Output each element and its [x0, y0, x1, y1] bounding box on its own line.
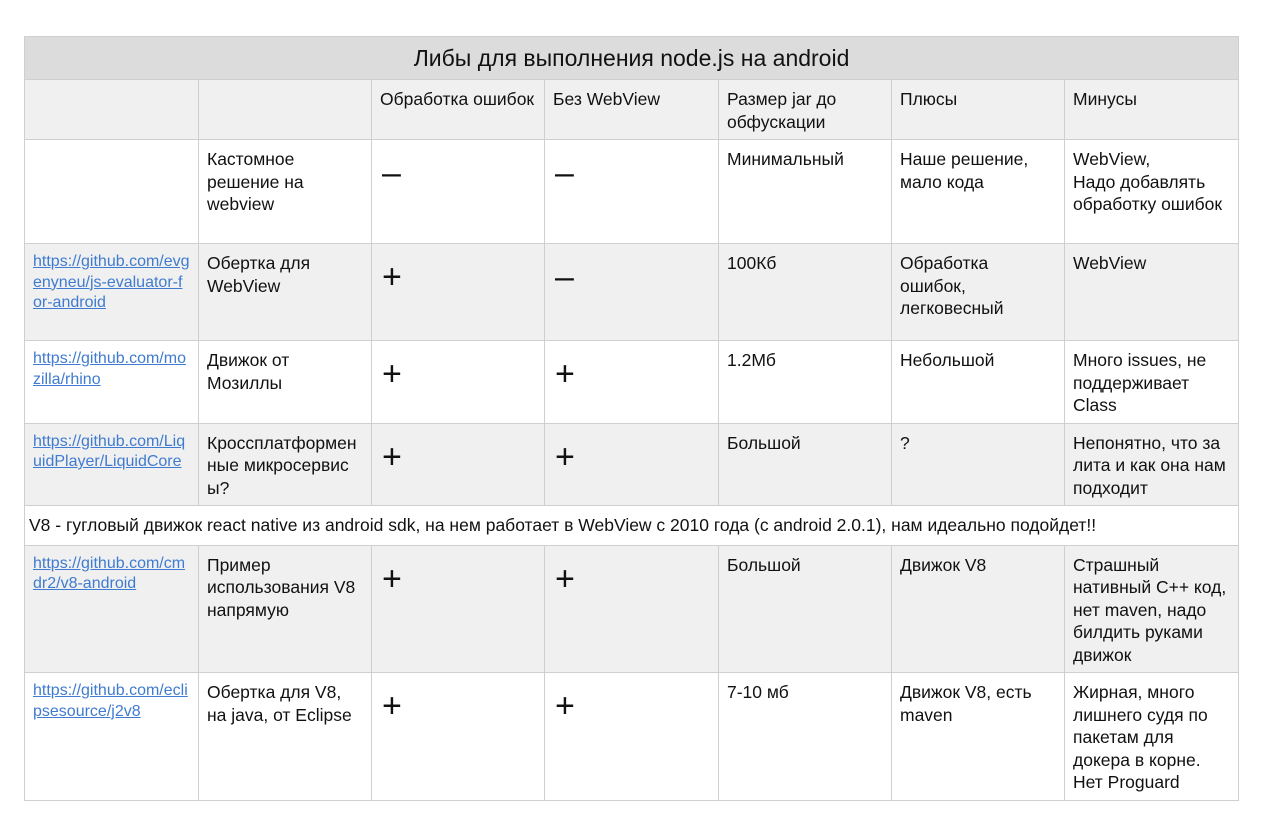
plus-mark: +	[382, 258, 402, 296]
errors-cell	[372, 140, 545, 244]
header-cell-link	[25, 80, 199, 140]
errors-cell	[372, 244, 545, 341]
plus-mark: +	[555, 687, 575, 725]
desc-cell: Движок от Мозиллы	[199, 341, 372, 424]
table-title: Либы для выполнения node.js на android	[25, 37, 1239, 80]
pros-cell: ?	[892, 423, 1065, 506]
note-row	[25, 506, 1239, 546]
header-cell-size: Размер jar до обфускации	[719, 80, 892, 140]
repo-link[interactable]: https://github.com/mozilla/rhino	[33, 350, 186, 388]
repo-link[interactable]: https://github.com/cmdr2/v8-android	[33, 554, 186, 592]
header-cell-nowebview: Без WebView	[545, 80, 719, 140]
header-row	[25, 80, 1239, 140]
nowebview-cell	[545, 545, 719, 673]
size-cell: Большой	[719, 423, 892, 506]
header-cell-cons: Минусы	[1065, 80, 1239, 140]
size-cell: Минимальный	[719, 140, 892, 244]
link-cell	[25, 341, 199, 424]
link-cell	[25, 673, 199, 801]
table-row	[25, 545, 1239, 673]
plus-mark: +	[555, 559, 575, 598]
nowebview-cell	[545, 341, 719, 424]
errors-cell	[372, 545, 545, 673]
size-cell: Большой	[719, 545, 892, 673]
link-cell	[25, 140, 199, 244]
minus-mark: –	[555, 258, 574, 296]
link-cell	[25, 423, 199, 506]
pros-cell: Обработка ошибок, легковесный	[892, 244, 1065, 341]
cons-cell: Страшный нативный C++ код, нет maven, надо билдить руками движок	[1065, 545, 1239, 673]
libs-table	[24, 36, 1239, 801]
v8-note: V8 - гугловый движок react native из android sdk, на нем работает в WebView с 2010 года (с android 2.0.1), нам идеально подойдет!!	[25, 506, 1239, 546]
desc-cell: Пример использования V8 напрямую	[199, 545, 372, 673]
pros-cell: Движок V8	[892, 545, 1065, 673]
nowebview-cell	[545, 673, 719, 801]
size-cell: 7-10 мб	[719, 673, 892, 801]
header-cell-pros: Плюсы	[892, 80, 1065, 140]
cons-cell: Непонятно, что за лита и как она нам подходит	[1065, 423, 1239, 506]
table-row	[25, 140, 1239, 244]
table-row	[25, 423, 1239, 506]
errors-cell	[372, 673, 545, 801]
errors-cell	[372, 423, 545, 506]
desc-cell: Кроссплатформенные микросервисы?	[199, 423, 372, 506]
minus-mark: –	[382, 154, 401, 192]
link-cell	[25, 545, 199, 673]
size-cell: 1.2Мб	[719, 341, 892, 424]
table-row	[25, 673, 1239, 801]
plus-mark: +	[555, 437, 575, 476]
plus-mark: +	[382, 559, 402, 598]
cons-cell: WebView, Надо добавлять обработку ошибок	[1065, 140, 1239, 244]
desc-cell: Кастомное решение на webview	[199, 140, 372, 244]
desc-cell: Обертка для V8, на java, от Eclipse	[199, 673, 372, 801]
table-row	[25, 341, 1239, 424]
nowebview-cell	[545, 423, 719, 506]
libs-table-container	[24, 36, 1238, 801]
cons-cell: WebView	[1065, 244, 1239, 341]
nowebview-cell	[545, 140, 719, 244]
cons-cell: Жирная, много лишнего судя по пакетам для докера в корне. Нет Proguard	[1065, 673, 1239, 801]
table-row	[25, 244, 1239, 341]
minus-mark: –	[555, 154, 574, 192]
header-cell-errors: Обработка ошибок	[372, 80, 545, 140]
errors-cell	[372, 341, 545, 424]
nowebview-cell	[545, 244, 719, 341]
link-cell	[25, 244, 199, 341]
pros-cell: Наше решение, мало кода	[892, 140, 1065, 244]
repo-link[interactable]: https://github.com/evgenyneu/js-evaluator-for-android	[33, 253, 190, 311]
plus-mark: +	[555, 355, 575, 393]
cons-cell: Много issues, не поддерживает Class	[1065, 341, 1239, 424]
header-cell-desc	[199, 80, 372, 140]
size-cell: 100Кб	[719, 244, 892, 341]
desc-cell: Обертка для WebView	[199, 244, 372, 341]
repo-link[interactable]: https://github.com/eclipsesource/j2v8	[33, 682, 188, 720]
repo-link[interactable]: https://github.com/LiquidPlayer/LiquidCore	[33, 432, 186, 470]
plus-mark: +	[382, 437, 402, 476]
pros-cell: Движок V8, есть maven	[892, 673, 1065, 801]
plus-mark: +	[382, 687, 402, 725]
pros-cell: Небольшой	[892, 341, 1065, 424]
plus-mark: +	[382, 355, 402, 393]
